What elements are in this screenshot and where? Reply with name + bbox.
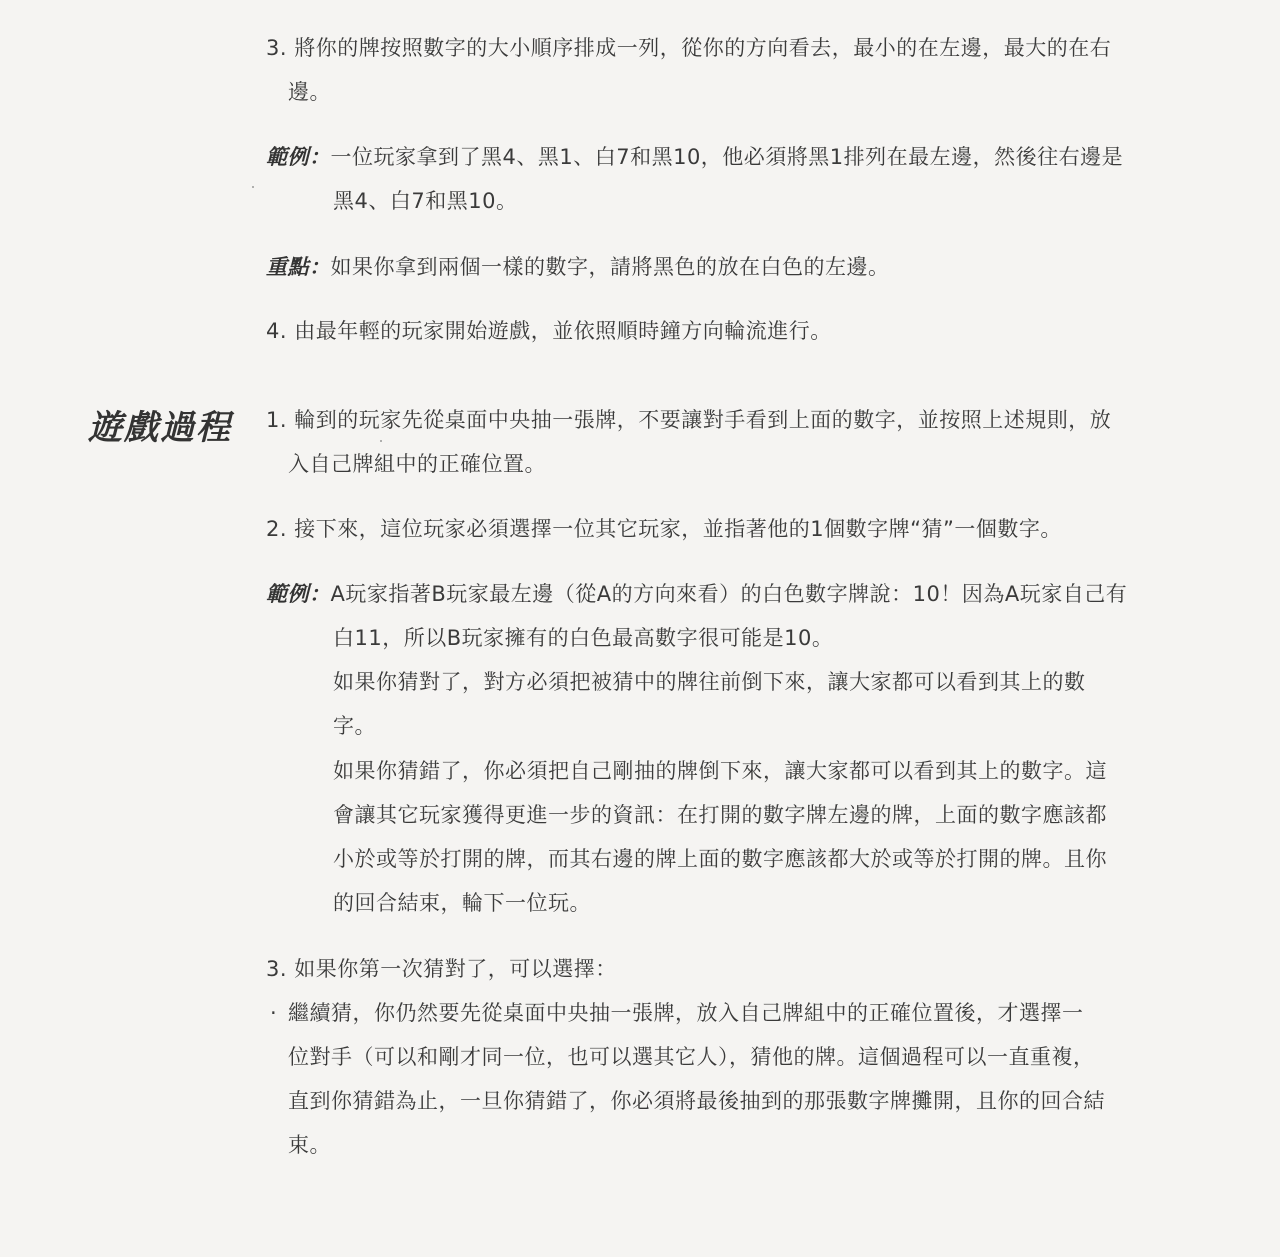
process-wrong-line4: 的回合結束，輪下一位玩。 [333, 891, 591, 915]
example-text: 一位玩家拿到了黑4、黑1、白7和黑10，他必須將黑1排列在最左邊，然後往右邊是 [330, 145, 1124, 169]
setup-example-line2: 黑4、白7和黑10。 [333, 189, 518, 213]
process-wrong-line1: 如果你猜錯了，你必須把自己剛抽的牌倒下來，讓大家都可以看到其上的數字。這 [333, 759, 1107, 783]
scan-speck [252, 186, 254, 188]
process-step2: 2. 接下來，這位玩家必須選擇一位其它玩家，並指著他的1個數字牌“猜”一個數字。 [266, 517, 1062, 541]
section-title: 遊戲過程 [88, 408, 232, 448]
process-correct-line1: 如果你猜對了，對方必須把被猜中的牌往前倒下來，讓大家都可以看到其上的數 [333, 670, 1086, 694]
example-label: 範例： [266, 582, 331, 606]
setup-example-line1 [266, 143, 1123, 171]
example-label: 範例： [266, 145, 331, 169]
setup-step3-line1: 3. 將你的牌按照數字的大小順序排成一列，從你的方向看去，最小的在左邊，最大的在右 [266, 36, 1112, 60]
process-bullet-line4: 束。 [288, 1133, 331, 1157]
process-bullet-line3: 直到你猜錯為止，一旦你猜錯了，你必須將最後抽到的那張數字牌攤開，且你的回合結 [288, 1089, 1105, 1113]
process-bullet-line2: 位對手（可以和剛才同一位，也可以選其它人），猜他的牌。這個過程可以一直重複， [288, 1045, 1095, 1069]
bullet-mark: · [270, 1001, 278, 1025]
key-label: 重點： [266, 255, 331, 279]
scan-speck [380, 440, 382, 442]
process-wrong-line3: 小於或等於打開的牌，而其右邊的牌上面的數字應該都大於或等於打開的牌。且你 [333, 847, 1107, 871]
process-step3: 3. 如果你第一次猜對了，可以選擇： [266, 957, 617, 981]
key-text: 如果你拿到兩個一樣的數字，請將黑色的放在白色的左邊。 [330, 255, 890, 279]
process-step1-line2: 入自己牌組中的正確位置。 [288, 452, 546, 476]
process-example-line1 [266, 580, 1127, 608]
process-correct-line2: 字。 [333, 714, 376, 738]
process-wrong-line2: 會讓其它玩家獲得更進一步的資訊：在打開的數字牌左邊的牌，上面的數字應該都 [333, 803, 1107, 827]
setup-key-point [266, 253, 890, 281]
example-text: A玩家指著B玩家最左邊（從A的方向來看）的白色數字牌說：10！因為A玩家自己有 [330, 582, 1128, 606]
process-bullet-line1: 繼續猜，你仍然要先從桌面中央抽一張牌，放入自己牌組中的正確位置後，才選擇一 [288, 1001, 1084, 1025]
process-step1-line1: 1. 輪到的玩家先從桌面中央抽一張牌，不要讓對手看到上面的數字，並按照上述規則，放 [266, 408, 1112, 432]
setup-step3-line2: 邊。 [288, 80, 331, 104]
setup-step4: 4. 由最年輕的玩家開始遊戲，並依照順時鐘方向輪流進行。 [266, 319, 832, 343]
process-example-line2: 白11，所以B玩家擁有的白色最高數字很可能是10。 [333, 626, 834, 650]
